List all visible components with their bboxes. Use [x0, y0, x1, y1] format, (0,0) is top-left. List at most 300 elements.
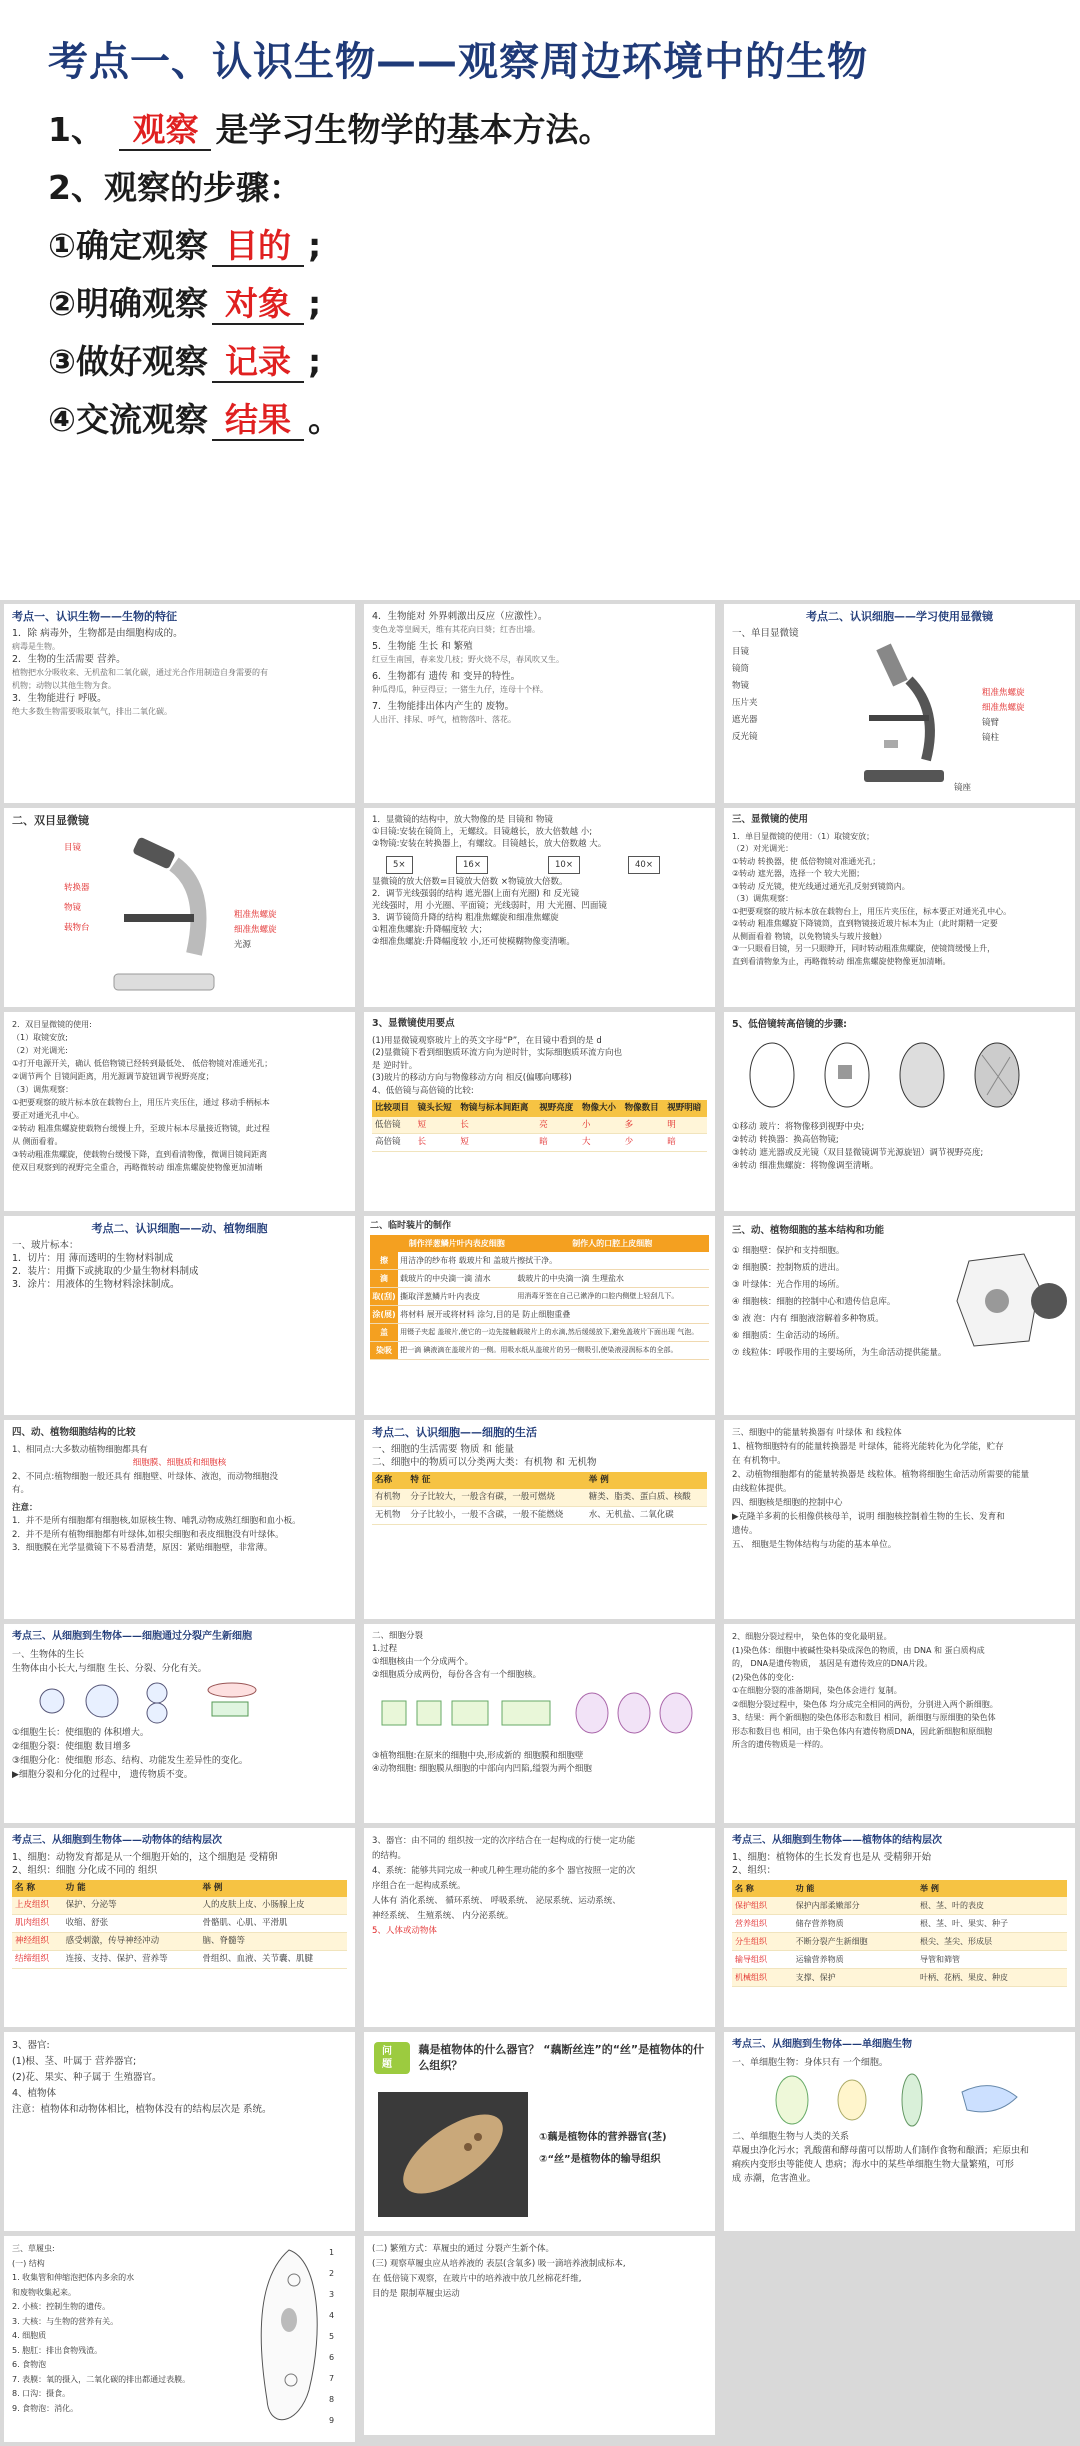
label: 遮光器 [732, 715, 758, 725]
table-header: 镜头长短 [415, 1100, 458, 1117]
table-cell: 高倍镜 [372, 1134, 415, 1152]
text-line: 4. 细胞质 [12, 2331, 47, 2340]
slide-13 [4, 1420, 355, 1619]
text-line: 序组合在一起构成系统。 [372, 1881, 466, 1891]
text-line: 和废物收集起来。 [12, 2287, 76, 2297]
text-line: 痢疾内变形虫等能使人 患病；海水中的某些单细胞生物大量繁殖，可形 [732, 2160, 1014, 2170]
table-cell: 用洁净的纱布将 载玻片和 盖玻片擦拭干净。 [398, 1252, 709, 1270]
magnification-steps-figure [742, 1035, 1062, 1115]
table-header: 比较项目 [372, 1100, 415, 1117]
label: 压片夹 [732, 698, 758, 708]
text-line: 3、器官：由不同的 组织按一定的次序结合在一起构成的行使一定功能 [372, 1836, 636, 1846]
step-text: ④交流观察 [48, 400, 208, 439]
table-cell: 暗 [664, 1134, 707, 1152]
table-cell: 分子比较大，一般含有碳，一般可燃烧 [407, 1489, 585, 1507]
plant-tissue-table [732, 1880, 1067, 1987]
text-line: 2. 小核：控制生物的遗传。 [12, 2302, 111, 2311]
text-line: ③一只眼看目镜，另一只眼睁开，同时转动粗准焦螺旋，使镜筒缓慢上升， [732, 944, 996, 953]
slide-14 [364, 1420, 715, 1619]
table-cell: 运输营养物质 [793, 1951, 917, 1969]
label: 镜臂 [982, 718, 1000, 728]
left-labels [64, 838, 90, 938]
label: 物镜 [64, 903, 82, 913]
text-line: ②细胞分裂过程中，染色体 均分成完全相同的两份，分别进入两个新细胞。 [732, 1699, 998, 1709]
text-line: ⑥ 细胞质：生命活动的场所。 [732, 1331, 845, 1341]
slide-8 [364, 1012, 715, 1211]
table-header: 制作洋葱鳞片叶内表皮细胞 [398, 1235, 515, 1252]
slide-17 [364, 1624, 715, 1823]
text-line: ⑤ 液 泡：内有 细胞液溶解着多种物质。 [732, 1314, 884, 1324]
slide-title: 考点二、认识细胞——动、植物细胞 [91, 1222, 268, 1235]
text-line: 种瓜得瓜，种豆得豆；一猪生九仔，连母十个样。 [372, 685, 548, 694]
slide-26 [364, 2236, 715, 2435]
text-line: 是 逆时针。 [372, 1060, 418, 1071]
text-line: ③植物细胞:在原来的细胞中央,形成新的 细胞膜和细胞壁 [372, 1751, 584, 1761]
label: 目镜 [64, 843, 82, 853]
table-header: 物镜与标本间距离 [457, 1100, 536, 1117]
text-line: ③转动粗准焦螺旋，使载物台缓慢下降，直到看清物像，微调目镜间距离 [12, 1150, 268, 1159]
table-cell: 感受刺激，传导神经冲动 [63, 1933, 200, 1951]
table-header: 物像数目 [622, 1100, 665, 1117]
table-cell: 机械组织 [732, 1969, 793, 1987]
text-line: 1. 收集管和伸缩泡把体内多余的水 [12, 2273, 135, 2282]
eyepiece-lens: 5× [386, 856, 413, 874]
table-cell: 上皮组织 [12, 1897, 63, 1915]
text-line: 所含的遗传物质是一样的。 [732, 1740, 828, 1749]
table-row [372, 1117, 707, 1134]
table-cell: 用消毒牙签在自己已漱净的口腔内侧壁上轻刮几下。 [515, 1288, 709, 1306]
step-punct: 。 [307, 400, 341, 439]
table-cell: 将材料 展开或将材料 涂匀,目的是 防止细胞重叠 [398, 1306, 709, 1324]
step-blank: 结果 [212, 401, 304, 441]
text-line: ②细胞分裂：使细胞 数目增多 [12, 1742, 131, 1752]
table-cell: 导管和筛管 [917, 1951, 1067, 1969]
table-cell: 有机物 [372, 1489, 407, 1507]
text-line: 有。 [12, 1485, 30, 1495]
text-line: (一) 结构 [12, 2258, 45, 2268]
table-cell: 低倍镜 [372, 1117, 415, 1134]
text-line: (1)染色体：细胞中被碱性染料染成深色的物质，由 DNA 和 蛋白质构成 [732, 1645, 985, 1655]
table-cell: 人的皮肤上皮、小肠腺上皮 [199, 1897, 347, 1915]
text-line: ④ 细胞核：细胞的控制中心和遗传信息库。 [732, 1297, 896, 1307]
cell-diagram [949, 1246, 1069, 1356]
table-cell: 分生组织 [732, 1933, 793, 1951]
table-cell: 亮 [536, 1117, 579, 1134]
slide-title: 5、低倍镜转高倍镜的步骤: [732, 1019, 847, 1030]
table-cell: 涂(展) [370, 1306, 398, 1324]
hero-line-1 [48, 101, 1030, 159]
slide-title: 3、显微镜使用要点 [372, 1018, 455, 1029]
text-line: 人体有 消化系统、 循环系统、 呼吸系统、 泌尿系统、运动系统、 [372, 1896, 621, 1906]
table-cell: 载玻片的中央滴一滴 清水 [398, 1270, 515, 1288]
text-line: ②细准焦螺旋:升降幅度较 小,还可使模糊物像变清晰。 [372, 937, 575, 947]
monocular-microscope-figure [814, 640, 974, 790]
slide-5 [364, 808, 715, 1007]
table-cell: 结缔组织 [12, 1951, 63, 1969]
table-row [370, 1288, 709, 1306]
substance-table [372, 1472, 707, 1525]
text-line: 4、低倍镜与高倍镜的比较: [372, 1085, 474, 1096]
text-line: 光线强时，用 小光圈、平面镜；光线弱时，用 大光圈、凹面镜 [372, 901, 607, 911]
text-line: 6. 食物泡 [12, 2360, 47, 2369]
eyepiece-lens: 16× [456, 856, 488, 874]
hero-slide [0, 0, 1080, 600]
text-line: (2)染色体的变化: [732, 1672, 795, 1682]
table-header: 举 例 [586, 1472, 707, 1489]
callout-number: 7 [329, 2374, 335, 2383]
text-line: 三、细胞中的能量转换器有 叶绿体 和 线粒体 [732, 1428, 902, 1438]
text-line: 使双目观察到的视野完全重合，再略微转动 细准焦螺旋使物像更加清晰 [12, 1163, 263, 1172]
table-row [12, 1951, 347, 1969]
text-line: (1)用显微镜观察玻片上的英文字母“P”，在目镜中看到的是 d [372, 1035, 602, 1046]
callout-number: 8 [329, 2395, 335, 2404]
text-line: 1、细胞：植物体的生长发育也是从 受精卵开始 [732, 1852, 932, 1863]
text-line: 2、细胞分裂过程中， 染色体的变化最明显。 [732, 1632, 892, 1641]
slide-20 [364, 1828, 715, 2027]
text-line: 2．双目显微镜的使用: [12, 1020, 92, 1029]
text-line: 五、 细胞是生物体结构与功能的基本单位。 [732, 1540, 897, 1550]
slide-10 [4, 1216, 355, 1415]
slide-title: 二、临时装片的制作 [370, 1221, 452, 1231]
callout-number: 9 [329, 2416, 335, 2425]
text-line: 6．生物都有 遗传 和 变异的特性。 [372, 671, 521, 682]
text-line: 2、组织： [732, 1865, 777, 1876]
cell-division-figure [372, 1686, 707, 1746]
text-line: ②转动 粗准焦螺旋下降镜筒，直到物镜接近玻片标本为止（此时期精一定要 [732, 919, 998, 928]
table-cell: 少 [622, 1134, 665, 1152]
label: 载物台 [64, 923, 90, 933]
table-cell: 连接、支持、保护、营养等 [63, 1951, 200, 1969]
text-line: 3、器官: [12, 2040, 50, 2051]
slide-title: 考点一、认识生物——生物的特征 [12, 610, 177, 623]
text-line: 7．生物能排出体内产生的 废物。 [372, 701, 515, 712]
text-line: 1．切片：用 薄而透明的生物材料制成 [12, 1253, 174, 1264]
table-cell: 撕取洋葱鳞片叶内表皮 [398, 1288, 515, 1306]
text-line: ②物镜:安装在转换器上，有螺纹。目镜越长，放大倍数越 大。 [372, 839, 607, 849]
text-line: ④动物细胞: 细胞膜从细胞的中部向内凹陷,缢裂为两个细胞 [372, 1764, 592, 1774]
table-row [370, 1306, 709, 1324]
table-header: 举 例 [199, 1880, 347, 1897]
text-line: 目的是 限制草履虫运动 [372, 2289, 460, 2299]
text-line: 二、单细胞生物与人类的关系 [732, 2132, 850, 2142]
answer-block [539, 2127, 667, 2171]
step-punct: ; [307, 284, 322, 323]
text-line: 神经系统、 生殖系统、 内分泌系统。 [372, 1911, 514, 1921]
slide-title: 考点二、认识细胞——细胞的生活 [372, 1426, 537, 1439]
label: 镜筒 [732, 664, 750, 674]
slide-24 [724, 2032, 1075, 2231]
text-line: ①把要观察的玻片标本放在载物台上，用压片夹压住，标本要正对通光孔中心。 [732, 906, 1012, 916]
table-cell: 保护内部柔嫩部分 [793, 1897, 917, 1915]
table-cell: 骨组织、血液、关节囊、肌腱 [199, 1951, 347, 1969]
slide-6 [724, 808, 1075, 1007]
text-line: ①目镜:安装在镜筒上，无螺纹。目镜越长，放大倍数越 小; [372, 827, 593, 837]
table-cell: 把一滴 碘液滴在盖玻片的一侧。用吸水纸从盖玻片的另一侧吸引,使染液浸润标本的全部。 [398, 1342, 709, 1360]
slide-grid [0, 600, 1080, 2446]
lens-row [372, 850, 707, 876]
table-row [732, 1969, 1067, 1987]
text-line: 变色龙等皇阔天，维有其花向日葵；红杏出墙。 [372, 625, 540, 634]
table-row [732, 1933, 1067, 1951]
text-line: 在 低倍镜下观察，在玻片中的培养液中放几丝棉花纤维, [372, 2274, 582, 2284]
text-line: (三) 观察草履虫应从培养液的 表层(含氧多) 吸一滴培养液制成标本, [372, 2259, 626, 2269]
hero-step-4 [48, 391, 1030, 449]
question-badge: 问 题 [374, 2042, 410, 2074]
table-cell: 保护组织 [732, 1897, 793, 1915]
hero-step-2 [48, 275, 1030, 333]
slide-23 [364, 2032, 715, 2231]
text-line: ①粗准焦螺旋:升降幅度较 大； [372, 925, 488, 935]
text-line: （2）对光调光： [732, 844, 794, 853]
slide-title: 三、动、植物细胞的基本结构和功能 [732, 1225, 885, 1236]
slide-title: 考点二、认识细胞——学习使用显微镜 [806, 610, 993, 623]
hero-blank-1: 观察 [119, 111, 211, 151]
text-line: (3)玻片的移动方向与物像移动方向 相反(偏哪向哪移) [372, 1073, 572, 1083]
table-cell: 无机物 [372, 1507, 407, 1525]
slide-16 [4, 1624, 355, 1823]
text-line: 在 有机物中。 [732, 1456, 786, 1466]
table-row [370, 1252, 709, 1270]
table-cell: 支撑、保护 [793, 1969, 917, 1987]
text-line: 2．装片：用撕下或挑取的少量生物材料制成 [12, 1266, 199, 1277]
table-cell: 根、茎、叶、果实、种子 [917, 1915, 1067, 1933]
text-line: (二) 繁殖方式：草履虫的通过 分裂产生新个体。 [372, 2244, 555, 2254]
slide-19 [4, 1828, 355, 2027]
step-text: ①确定观察 [48, 226, 208, 265]
animal-tissue-table [12, 1880, 347, 1969]
text-line: 四、细胞核是细胞的控制中心 [732, 1498, 843, 1508]
question-text: 藕是植物体的什么器官？ “藕断丝连”的“丝”是植物体的什么组织？ [418, 2043, 705, 2072]
step-punct: ; [307, 342, 322, 381]
text-line: （1）取镜安放; [12, 1033, 68, 1042]
text-line: 红豆生南国，春来发几枝；野火烧不尽，春风吹又生。 [372, 655, 564, 664]
label: 目镜 [732, 647, 750, 657]
text-line: 草履虫净化污水；乳酸菌和酵母菌可以帮助人们制作食物和酿酒；疟原虫和 [732, 2146, 1030, 2156]
hero-line1-prefix: 1、 [48, 110, 104, 149]
slide-9 [724, 1012, 1075, 1211]
table-header: 名称 [372, 1472, 407, 1489]
callout-number: 1 [329, 2248, 335, 2257]
label: 物镜 [732, 681, 750, 691]
table-row [370, 1324, 709, 1342]
text-line: 5. 胞肛：排出食物残渣。 [12, 2345, 103, 2355]
slide-15 [724, 1420, 1075, 1619]
table-cell: 保护、分泌等 [63, 1897, 200, 1915]
step-blank: 记录 [212, 343, 304, 383]
table-cell: 营养组织 [732, 1915, 793, 1933]
text-line: ④转动 细准焦螺旋：将物像调至清晰。 [732, 1161, 879, 1171]
text-line: 2、不同点:植物细胞一般还具有 细胞壁、叶绿体、液泡，而动物细胞没 [12, 1471, 278, 1482]
table-cell: 短 [415, 1117, 458, 1134]
table-header: 物像大小 [579, 1100, 622, 1117]
table-row [12, 1897, 347, 1915]
table-cell: 用镊子夹起 盖玻片,使它的一边先接触载玻片上的水滴,然后缓缓放下,避免盖玻片下面出现 气泡。 [398, 1324, 709, 1342]
table-cell: 盖 [370, 1324, 398, 1342]
table-cell: 脑、脊髓等 [199, 1933, 347, 1951]
table-cell: 不断分裂产生新细胞 [793, 1933, 917, 1951]
table-cell: 根尖、茎尖、形成层 [917, 1933, 1067, 1951]
text-line: 4．生物能对 外界刺激出反应（应激性）。 [372, 611, 548, 622]
text-line: ①转动 转换器，使 低倍物镜对准通光孔； [732, 856, 881, 866]
table-cell: 糖类、脂类、蛋白质、核酸 [586, 1489, 707, 1507]
text-line: 的， DNA是遗传物质， 基因是有遗传效应的DNA片段。 [732, 1659, 933, 1668]
slide-title: 二、双目显微镜 [12, 814, 89, 827]
table-header: 名 称 [12, 1880, 63, 1897]
text-line: 绝大多数生物需要吸取氧气，排出二氧化碳。 [12, 707, 172, 716]
table-row [372, 1507, 707, 1525]
table-cell: 神经组织 [12, 1933, 63, 1951]
text-line: （2）对光调光: [12, 1046, 68, 1055]
text-line: 2．并不是所有植物细胞都有叶绿体,如根尖细胞和表皮细胞没有叶绿体。 [12, 1529, 284, 1540]
text-line: (2)花、果实、种子属于 生殖器官。 [12, 2072, 162, 2083]
text-line: ③ 叶绿体：光合作用的场所。 [732, 1280, 845, 1290]
text-line: 二、细胞中的物质可以分类两大类：有机物 和 无机物 [372, 1457, 597, 1468]
step-blank: 目的 [212, 227, 304, 267]
text-line: 要正对通光孔中心。 [12, 1111, 84, 1120]
text-line: 一、单细胞生物：身体只有 一个细胞。 [732, 2058, 888, 2068]
slide-11 [364, 1216, 715, 1415]
slide-title: 考点三、从细胞到生物体——植物体的结构层次 [732, 1835, 942, 1846]
binocular-microscope-figure [94, 834, 234, 999]
text-line: （3）调焦观察： [12, 1085, 74, 1094]
text-line: 8. 口沟：摄食。 [12, 2389, 71, 2398]
table-cell: 分子比较小，一般不含碳，一般不能燃烧 [407, 1507, 585, 1525]
text-line: 从 侧面看着。 [12, 1137, 63, 1146]
hero-line-2: 2、观察的步骤： [48, 168, 302, 207]
text-line: 1、植物细胞特有的能量转换器是 叶绿体，能将光能转化为化学能，贮存 [732, 1442, 1004, 1452]
slide-18 [724, 1624, 1075, 1823]
table-header: 特 征 [407, 1472, 585, 1489]
table-cell: 根、茎、叶的表皮 [917, 1897, 1067, 1915]
text-line: 形态和数目也 相同，由于染色体内有遗传物质DNA，因此新细胞和原细胞 [732, 1726, 993, 1736]
hero-title: 考点一、认识生物——观察周边环境中的生物 [48, 39, 868, 85]
table-header: 举 例 [917, 1880, 1067, 1897]
text-line: 7. 表膜：氧的摄入，二氧化碳的排出都通过表膜。 [12, 2374, 191, 2384]
text-line: 1．显微镜的结构中，放大物像的是 目镜和 物镜 [372, 815, 553, 825]
text-line: ③转动 反光镜，使光线通过通光孔反射到镜筒内。 [732, 881, 910, 891]
step-text: ②明确观察 [48, 284, 208, 323]
text-line: ①把要观察的玻片标本放在载物台上，用压片夹压住，通过 移动手柄标本 [12, 1098, 270, 1107]
callout-number: 2 [329, 2269, 335, 2278]
objective-lens: 10× [548, 856, 580, 874]
text-line: ①细胞核由一个分成两个。 [372, 1657, 474, 1667]
slide-2 [364, 604, 715, 803]
slide-title: 考点三、从细胞到生物体——细胞通过分裂产生新细胞 [12, 1631, 252, 1642]
text-line: 3．调节镜筒升降的结构 粗准焦螺旋和细准焦螺旋 [372, 913, 559, 923]
label: 粗准焦螺旋 [234, 910, 277, 920]
label: 镜柱 [982, 733, 1000, 743]
text-line: 2、组织：细胞 分化成不同的 组织 [12, 1865, 158, 1876]
left-labels [732, 644, 802, 746]
text-line: (1)根、茎、叶属于 营养器官; [12, 2056, 137, 2067]
text-line: 3．细胞膜在光学显微镜下不易看清楚，原因：紧贴细胞壁，非常薄。 [12, 1543, 273, 1553]
slide-25 [4, 2236, 355, 2442]
unicellular-figure [762, 2072, 1042, 2128]
table-cell: 暗 [536, 1134, 579, 1152]
table-cell: 滴 [370, 1270, 398, 1288]
slide-prep-table [370, 1235, 709, 1360]
text-line: 植物把水分吸收来、无机盐和二氧化碳，通过光合作用制造自身需要的有 [12, 668, 268, 677]
text-line: （3）调焦观察： [732, 894, 794, 903]
table-row [372, 1489, 707, 1507]
table-cell: 染吸 [370, 1342, 398, 1360]
callout-number: 3 [329, 2290, 335, 2299]
table-cell: 储存营养物质 [793, 1915, 917, 1933]
table-cell: 擦 [370, 1252, 398, 1270]
table-cell: 短 [457, 1134, 536, 1152]
text-line: 3．生物能进行 呼吸。 [12, 693, 107, 704]
text-line: 机物；动物以其他生物为食。 [12, 681, 116, 690]
table-header: 视野亮度 [536, 1100, 579, 1117]
table-row [370, 1342, 709, 1360]
text-line: ①细胞生长：使细胞的 体积增大。 [12, 1728, 149, 1738]
label: 反光镜 [732, 732, 758, 742]
text-line: ②转动 粗准焦螺旋使载物台缓慢上升，至玻片标本尽量接近物镜，此过程 [12, 1124, 270, 1133]
cell-growth-figure [32, 1678, 332, 1724]
text-line: 1、细胞：动物发育都是从一个细胞开始的，这个细胞是 受精卵 [12, 1852, 278, 1863]
objective-lens: 40× [628, 856, 660, 874]
text-line: ②转动 遮光器，选择一个 较大光圈； [732, 869, 865, 878]
text-line: 注意：植物体和动物体相比，植物体没有的结构层次是 系统。 [12, 2104, 272, 2115]
table-header: 功 能 [793, 1880, 917, 1897]
text-line: ③转动 遮光器或反光镜（双目显微镜调节光源旋钮）调节视野亮度; [732, 1148, 984, 1158]
slide-title: 考点三、从细胞到生物体——动物体的结构层次 [12, 1835, 222, 1846]
lens-comparison-table [372, 1100, 707, 1152]
text-line: 9. 食物泡：消化。 [12, 2403, 79, 2413]
callout-number: 4 [329, 2311, 335, 2320]
answer-line: ②“丝”是植物体的输导组织 [539, 2154, 661, 2165]
table-cell: 多 [622, 1117, 665, 1134]
slide-title: 四、动、植物细胞结构的比较 [12, 1427, 136, 1438]
hero-step-1 [48, 217, 1030, 275]
text-line: ②调节两个 目镜间距离，用光源调节旋钮调节视野亮度； [12, 1072, 214, 1081]
text-line: 4、植物体 [12, 2088, 57, 2099]
step-punct: ; [307, 226, 322, 265]
text-line: ①打开电源开关，确认 低倍物镜已经转到最低处、 低倍物镜对准通光孔； [12, 1059, 273, 1068]
step-blank: 对象 [212, 285, 304, 325]
text-line: 的结构。 [372, 1851, 407, 1861]
slide-22 [4, 2032, 355, 2231]
table-row [732, 1951, 1067, 1969]
text-line: (2)显微镜下看到细胞质环流方向为逆时针，实际细胞质环流方向也 [372, 1048, 623, 1058]
text-line: 遗传。 [732, 1526, 758, 1536]
text-line: 4、系统：能够共同完成一种或几种生理功能的多个 器官按照一定的次 [372, 1866, 636, 1876]
text-line: 生物体由小长大,与细胞 生长、分裂、分化有关。 [12, 1664, 207, 1674]
slide-title: 考点三、从细胞到生物体——单细胞生物 [732, 2039, 912, 2050]
text-line: ⑦ 线粒体：呼吸作用的主要场所，为生命活动提供能量。 [732, 1348, 947, 1358]
text-line: 3、结果：两个新细胞的染色体形态和数目 相同，新细胞与原细胞的染色体 [732, 1713, 996, 1722]
slide-21 [724, 1828, 1075, 2027]
diagram-numbers [329, 2242, 334, 2431]
table-cell: 肌肉组织 [12, 1915, 63, 1933]
text-line: 由线粒体提供。 [732, 1484, 792, 1494]
text-line: 5、人体或动物体 [372, 1926, 437, 1936]
callout-number: 6 [329, 2353, 335, 2362]
table-cell: 小 [579, 1117, 622, 1134]
text-line: 2、动植物细胞都有的能量转换器是 线粒体。植物将细胞生命活动所需要的能量 [732, 1470, 1030, 1480]
text-line: 成 赤潮，危害渔业。 [732, 2174, 816, 2184]
question-row [374, 2042, 705, 2074]
text-line: 从侧面看着 物镜，以免物镜头与玻片接触） [732, 931, 887, 941]
text-line: 三、草履虫: [12, 2244, 55, 2253]
table-cell: 取(刮) [370, 1288, 398, 1306]
slide-7 [4, 1012, 355, 1211]
table-cell: 收缩、舒张 [63, 1915, 200, 1933]
text-line: 显微镜的放大倍数=目镜放大倍数 ×物镜放大倍数。 [372, 877, 568, 887]
table-row [732, 1915, 1067, 1933]
table-header: 名 称 [732, 1880, 793, 1897]
table-cell: 水、无机盐、二氧化碳 [586, 1507, 707, 1525]
